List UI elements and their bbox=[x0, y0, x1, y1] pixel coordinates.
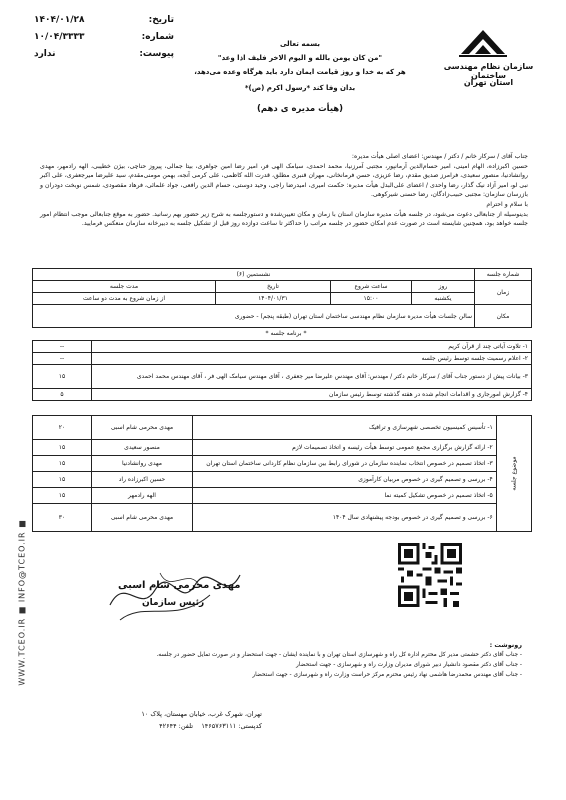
recipients-block bbox=[40, 152, 528, 229]
table-row bbox=[33, 504, 532, 532]
table-row bbox=[33, 456, 532, 472]
table-row bbox=[33, 293, 532, 305]
agenda-label: موضوع جلسه bbox=[496, 416, 531, 532]
duration-value: از زمان شروع به مدت دو ساعت bbox=[33, 293, 216, 305]
contact-line bbox=[62, 720, 262, 732]
table-row bbox=[33, 365, 532, 389]
greeting: با سلام و احترام bbox=[486, 200, 528, 208]
meeting-info-table bbox=[32, 268, 532, 328]
number-label: شماره: bbox=[141, 32, 174, 42]
board-title: (هیأت مدیره ی دهم) bbox=[256, 104, 344, 114]
signatory-name: مهدی محرمی شام اسبی bbox=[118, 580, 241, 591]
date-col-label: تاریخ bbox=[216, 281, 331, 293]
org-province: استان تهران bbox=[463, 78, 514, 87]
phone-label: تلفن: bbox=[178, 722, 194, 730]
agenda-presenter: منصور سعیدی bbox=[92, 440, 193, 456]
table-row bbox=[33, 353, 532, 365]
table-row bbox=[33, 281, 532, 293]
table-row bbox=[33, 305, 532, 328]
date-value: ۱۴۰۴/۰۱/۲۸ bbox=[34, 15, 85, 25]
start-value: ۱۵:۰۰ bbox=[331, 293, 412, 305]
program-minutes: -- bbox=[33, 341, 92, 353]
agenda-presenter: مهدی محرمی شام اسبی bbox=[92, 416, 193, 440]
side-watermark-text: WWW.TCEO.IR ■ INFO@TCEO.IR ■ bbox=[17, 519, 27, 686]
number-row bbox=[34, 29, 174, 46]
date-row bbox=[34, 12, 174, 29]
signatory-title: رئیس سازمان bbox=[142, 598, 205, 608]
attachment-label: پیوست: bbox=[139, 49, 174, 59]
place-label: مکان bbox=[475, 305, 532, 328]
program-label: * برنامه جلسه * bbox=[265, 330, 307, 337]
slogan: هر که به خدا و روز قیامت ایمان دارد باید هرگاه وعده می‌دهد، bbox=[194, 68, 406, 76]
agenda-item: ۲- ارائه گزارش برگزاری مجمع عمومی توسط هیأت رئیسه و اتخاذ تصمیمات لازم bbox=[193, 440, 497, 456]
program-item: ۴- گزارش امورجاری و اقدامات انجام شده در هفته گذشته توسط رئیس سازمان bbox=[92, 389, 532, 401]
table-row bbox=[33, 416, 532, 440]
program-item: ۱- تلاوت آیاتی چند از قرآن کریم bbox=[92, 341, 532, 353]
cc-item: - جناب آقای دکتر حشمتی مدیر کل محترم اداره کل راه و شهرسازی استان تهران و با نماینده ایشان - جهت استحضار و در صورت تمایل حضور در جلسه. bbox=[156, 652, 522, 658]
meeting-number-value: نشستمین (۶) bbox=[33, 269, 475, 281]
agenda-minutes: ۱۵ bbox=[33, 488, 92, 504]
agenda-minutes: ۳۰ bbox=[33, 504, 92, 532]
org-name: سازمان نظام مهندسی ساختمان bbox=[443, 62, 534, 80]
agenda-minutes: ۱۵ bbox=[33, 440, 92, 456]
duration-label: مدت جلسه bbox=[33, 281, 216, 293]
program-minutes: ۱۵ bbox=[33, 365, 92, 389]
attachment-row bbox=[34, 46, 174, 63]
qr-code-icon bbox=[398, 543, 462, 607]
agenda-item: ۶- بررسی و تصمیم گیری در خصوص بودجه پیشنهادی سال ۱۴۰۴ bbox=[193, 504, 497, 532]
program-minutes: -- bbox=[33, 353, 92, 365]
table-row bbox=[33, 440, 532, 456]
invitation-body: بدینوسیله از جنابعالی دعوت می‌شود، در جلسه هیأت مدیره سازمان استان با زمان و مکان تعیین‌شده و دستورجلسه به شرح زیر حضور بهم رسانید. حضور به موقع جنابعالی موجب انتظام امور جلسه خواهد بود، همچنین شایسته است در صورت عدم امکان حضور در جلسه مراتب را حداکثر تا ساعت دوازده روز قبل از تشکیل جلسه به دبیرخانه سازمان منعکس فرمایید. bbox=[40, 210, 528, 228]
salutation: جناب آقای / سرکار خانم / دکتر / مهندس: اعضای اصلی هیأت مدیره: bbox=[351, 153, 528, 160]
table-row bbox=[33, 269, 532, 281]
agenda-presenter: حسین اکبرزاده راد bbox=[92, 472, 193, 488]
verse: "من کان یومن بالله و الیوم الاخر فلیف اذا وعد" bbox=[217, 54, 383, 62]
cc-label: رونوشت : bbox=[489, 641, 522, 649]
footer-address bbox=[62, 708, 262, 732]
agenda-presenter: مهدی روانشادنیا bbox=[92, 456, 193, 472]
day-value: یکشنبه bbox=[412, 293, 475, 305]
time-label: زمان bbox=[475, 281, 532, 305]
agenda-item: ۵- اتخاذ تصمیم در خصوص تشکیل کمیته نما bbox=[193, 488, 497, 504]
postal-label: کدپستی: bbox=[238, 722, 262, 730]
table-row bbox=[33, 341, 532, 353]
attachment-value: ندارد bbox=[34, 49, 56, 59]
cc-block bbox=[52, 640, 522, 680]
letter-meta bbox=[34, 12, 174, 63]
recipient-names: حسین اکبرزاده، الهام امینی، امیر حسام‌الدین آرمانپور، مجتبی آمرزنیا، محمد احمدی، سیامک الهی فر، امیر رضا امین جواهری، بیتا جمالی، پیروز حناچی، بیژن خطیبی، الهه راد‌مهر، مهدی روانشادنیا، منصور سعیدی، فرامرز صدیق مقدم، رضا عزیزی، حسن فرمانخانی، مهران قنبری مطلق، قدرت الله کاظمی، علی کرمی آنجه، بهمن مومنی‌مقدم، سید علیرضا میرجعفری، علی اکبر نبی لو، امیر آزاد نیک گذار، رضا واحدی / اعضای علی‌البدل هیأت مدیره: حکمت امیری، امیدرضا راجی، وحید دوستی، حسام الدین رافعی، جواد علمائی، فرهاد مقصودی، شمس نوبخت دودران و بازرسان سازمان: مجتبی حبیب‌زادگان، رضا حسنی شیرکوهی. bbox=[40, 162, 528, 199]
bismillah: بسمه تعالی bbox=[279, 40, 321, 48]
meeting-date-value: ۱۴۰۴/۰۱/۳۱ bbox=[216, 293, 331, 305]
agenda-minutes: ۱۵ bbox=[33, 456, 92, 472]
day-label: روز bbox=[412, 281, 475, 293]
side-watermark bbox=[2, 508, 26, 708]
program-table bbox=[32, 340, 532, 401]
start-label: ساعت شروع bbox=[331, 281, 412, 293]
agenda-item: ۱- تأسیس کمیسیون تخصصی شهرسازی و ترافیک bbox=[193, 416, 497, 440]
program-minutes: ۵ bbox=[33, 389, 92, 401]
slogan-attribution: بدان وفا کند *رسول اکرم (ص)* bbox=[244, 84, 356, 92]
agenda-item: ۴- بررسی و تصمیم گیری در خصوص مربیان کارآموزی bbox=[193, 472, 497, 488]
meeting-number-label: شماره جلسه bbox=[475, 269, 532, 281]
table-row bbox=[33, 472, 532, 488]
agenda-item: ۳- اتخاذ تصمیم در خصوص انتخاب نماینده سازمان در شورای رابط بین سازمان نظام کاردانی ساختمان استان تهران bbox=[193, 456, 497, 472]
agenda-presenter: مهدی محرمی شام اسبی bbox=[92, 504, 193, 532]
place-value: سالن جلسات هیأت مدیره سازمان نظام مهندسی ساختمان استان تهران (طبقه پنجم) - حضوری bbox=[33, 305, 475, 328]
phone-value: ۴۲۶۴۴ bbox=[159, 722, 177, 730]
date-label: تاریخ: bbox=[148, 15, 174, 25]
agenda-minutes: ۱۵ bbox=[33, 472, 92, 488]
agenda-minutes: ۲۰ bbox=[33, 416, 92, 440]
cc-item: - جناب آقای مهندس محمدرضا هاشمی نهاد رئیس محترم مرکز حراست وزارت راه و شهرسازی - جهت استحضار bbox=[252, 672, 522, 678]
program-item: ۲- اعلام رسمیت جلسه توسط رئیس جلسه bbox=[92, 353, 532, 365]
number-value: ۱۰/۰۴/۳۳۳۳ bbox=[34, 32, 85, 42]
agenda-presenter: الهه رادمهر bbox=[92, 488, 193, 504]
postal-value: ۱۴۶۵۷۶۳۱۱۱ bbox=[201, 722, 237, 730]
table-row bbox=[33, 488, 532, 504]
program-item: ۳- بیانات پیش از دستور جناب آقای / سرکار خانم دکتر / مهندس: آقای مهندس علیرضا میر جعفری ، آقای مهندس سیامک الهی فر ، آقای مهندس محمد احمدی bbox=[92, 365, 532, 389]
table-row bbox=[33, 389, 532, 401]
address-line: تهران، شهرک غرب، خیابان مهستان، پلاک ۱۰ bbox=[141, 710, 262, 718]
cc-item: - جناب آقای دکتر مقصود دانشیار دبیر شورای مدیران وزارت راه و شهرسازی - جهت استحضار bbox=[296, 662, 522, 668]
agenda-table bbox=[32, 415, 532, 532]
org-logo-icon bbox=[457, 24, 509, 58]
